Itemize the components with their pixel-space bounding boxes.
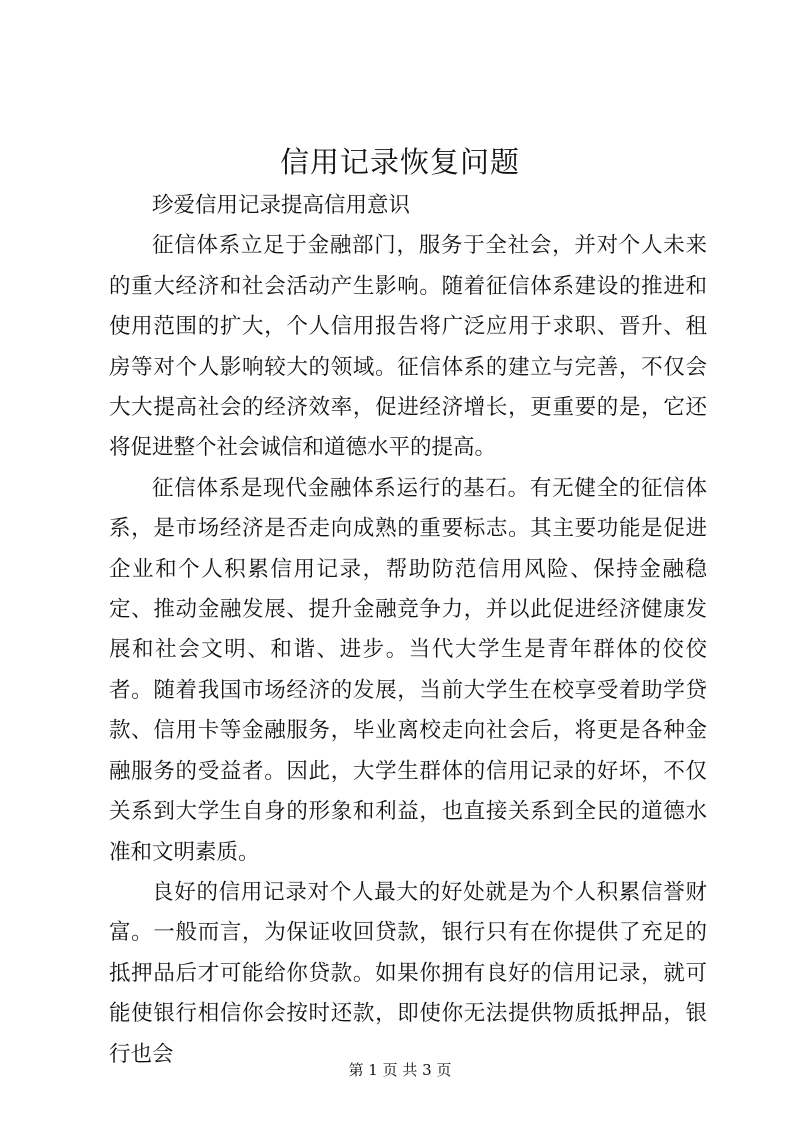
document-title: 信用记录恢复问题 <box>279 145 520 179</box>
page-footer: 第 1 页 共 3 页 <box>348 1061 452 1079</box>
paragraph-3: 良好的信用记录对个人最大的好处就是为个人积累信誉财富。一般而言，为保证收回贷款，银行只有在你提供了充足的抵押品后才可能给你贷款。如果你拥有良好的信用记录，就可能使银行相信你会按时还款，即使你无法提供物质抵押品，银行也会 <box>109 879 707 1067</box>
paragraph-2: 征信体系是现代金融体系运行的基石。有无健全的征信体系，是市场经济是否走向成熟的重要标志。其主要功能是促进企业和个人积累信用记录，帮助防范信用风险、保持金融稳定、推动金融发展、提升金融竞争力，并以此促进经济健康发展和社会文明、和谐、进步。当代大学生是青年群体的佼佼者。随着我国市场经济的发展，当前大学生在校享受着助学贷款、信用卡等金融服务，毕业离校走向社会后，将更是各种金融服务的受益者。因此，大学生群体的信用记录的好坏，不仅关系到大学生自身的形象和利益，也直接关系到全民的道德水准和文明素质。 <box>109 475 707 865</box>
paragraph-1: 征信体系立足于金融部门，服务于全社会，并对个人未来的重大经济和社会活动产生影响。随着征信体系建设的推进和使用范围的扩大，个人信用报告将广泛应用于求职、晋升、租房等对个人影响较大的领域。征信体系的建立与完善，不仅会大大提高社会的经济效率，促进经济增长，更重要的是，它还将促进整个社会诚信和道德水平的提高。 <box>109 233 707 461</box>
document-body <box>109 186 707 1075</box>
document-subtitle: 珍爱信用记录提高信用意识 <box>152 193 411 218</box>
